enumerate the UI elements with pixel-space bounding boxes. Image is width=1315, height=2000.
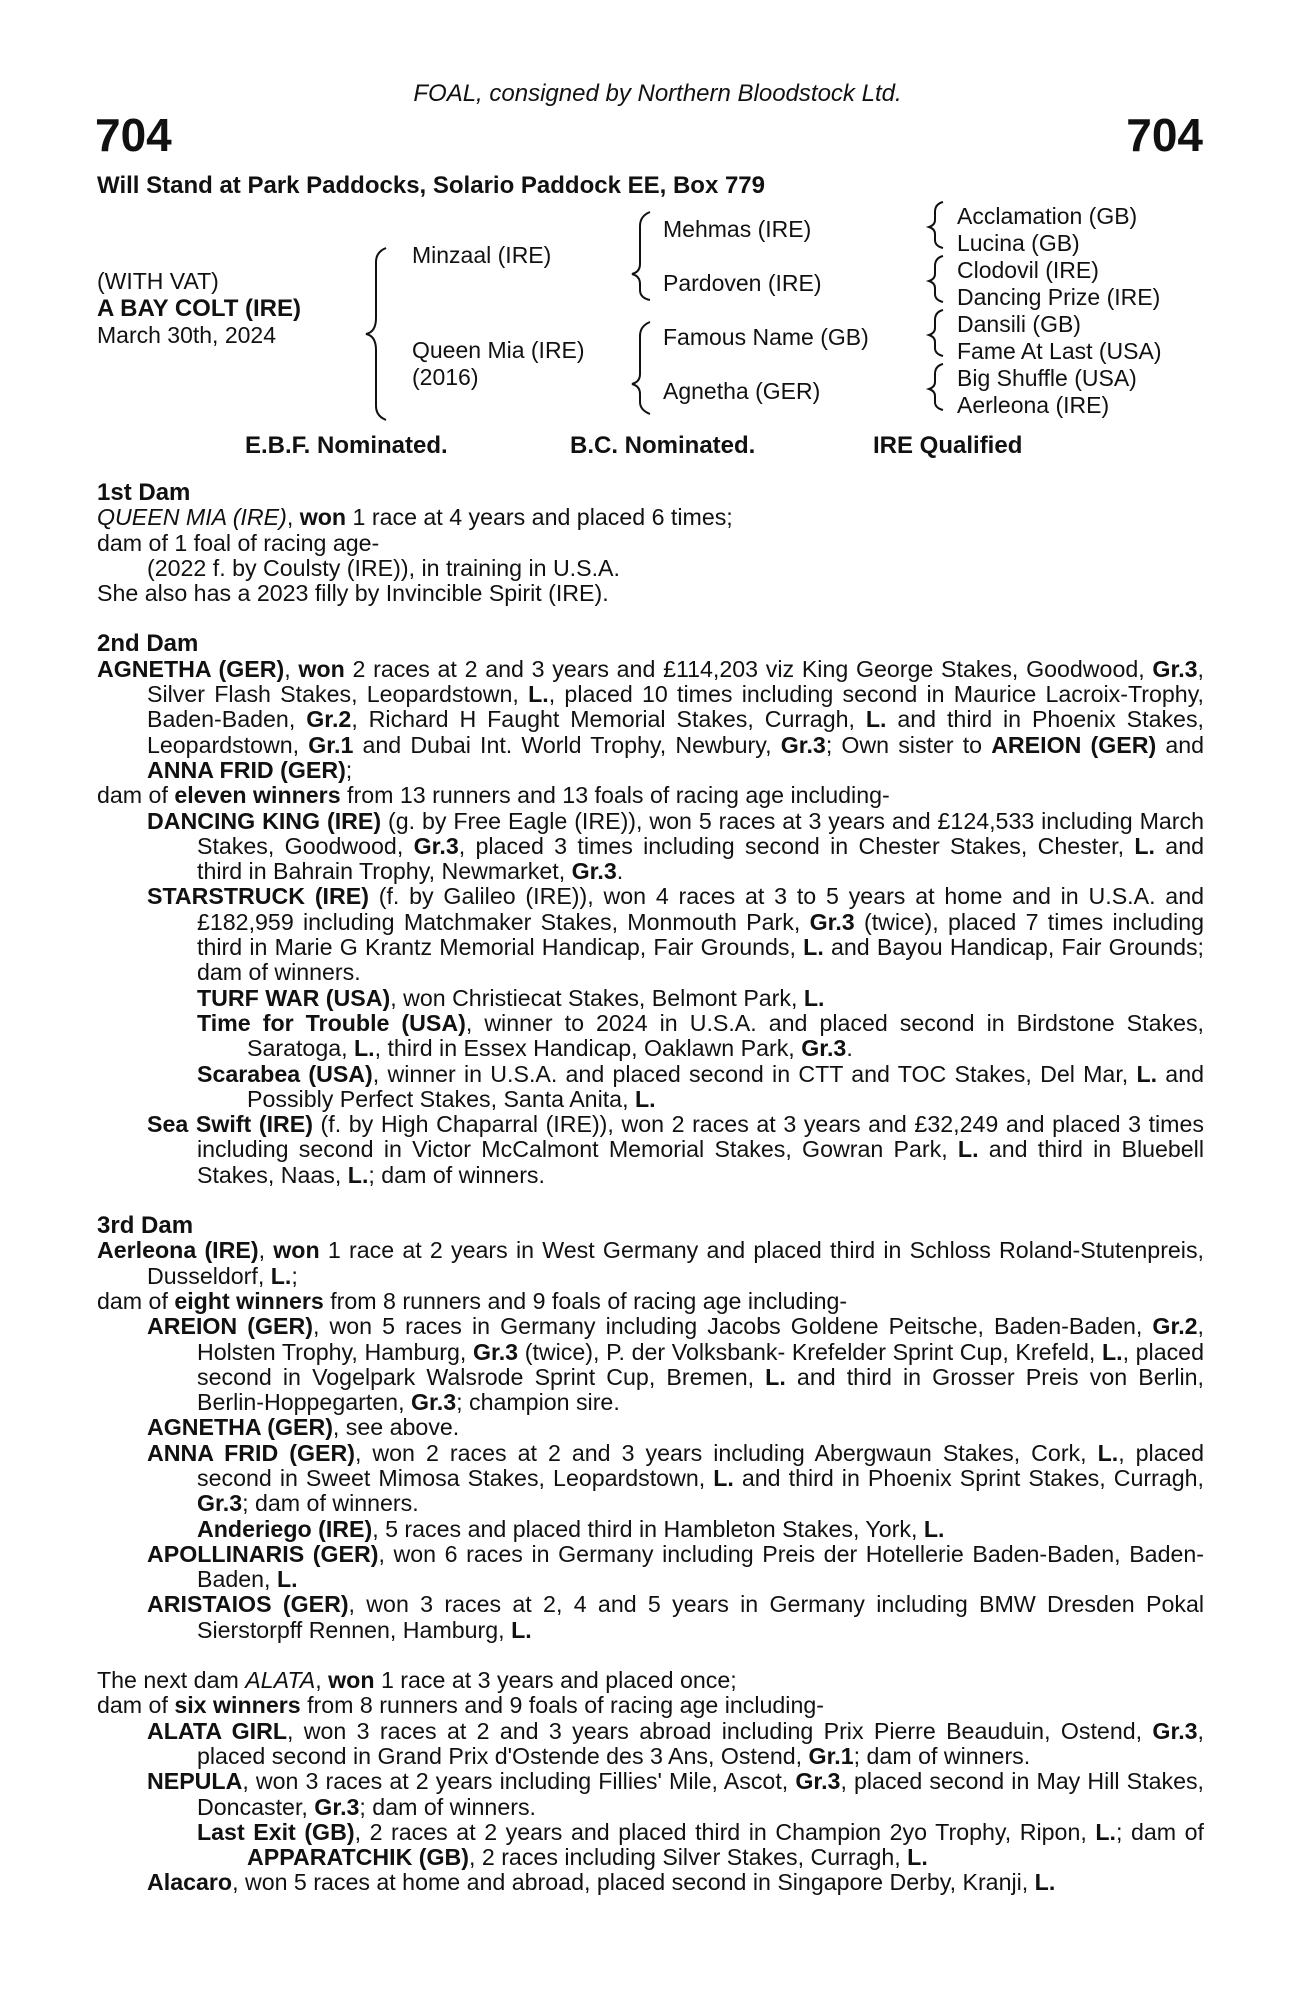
produce-entry (147, 1769, 1204, 1820)
text: , 5 races and placed third in Hambleton Stakes, York, (372, 1515, 924, 1542)
first-dam-produce-intro: dam of 1 foal of racing age- (97, 529, 380, 556)
listed: L. (907, 1844, 928, 1871)
listed: L. (803, 984, 825, 1011)
produce-name: APOLLINARIS (GER) (147, 1540, 379, 1567)
pedigree-dds: Big Shuffle (USA) (957, 365, 1137, 391)
text: . (846, 1035, 853, 1062)
listed: L. (1097, 1439, 1119, 1466)
text: , (315, 1667, 329, 1694)
grand-produce-entry (197, 1517, 1204, 1542)
text: ; Own sister to (825, 731, 992, 758)
text: , won 3 races at 2 years including Fillies' Mile, Ascot, (242, 1768, 796, 1795)
produce-name: DANCING KING (IRE) (147, 807, 382, 834)
next-dam-record (97, 1668, 1204, 1693)
text: , placed second in Sweet Mimosa Stakes, Leopardstown, (197, 1439, 1204, 1491)
winners-count: eight winners (174, 1287, 324, 1314)
grade: Gr.3 (795, 1768, 841, 1795)
produce-entry (147, 1719, 1204, 1770)
winners-count: six winners (174, 1692, 301, 1719)
text: , Holsten Trophy, Hamburg, (197, 1313, 1204, 1365)
text: and third in Bluebell Stakes, Naas, (197, 1136, 1204, 1188)
text: 2 races at 2 and 3 years and £114,203 viz King George Stakes, Goodwood, (344, 655, 1153, 682)
listed: L. (765, 1363, 786, 1390)
text: , won 3 races at 2, 4 and 5 years in Germany including BMW Dresden Pokal Sierstorpff Rennen, Hamburg, (197, 1591, 1204, 1643)
produce-entry (147, 1592, 1204, 1643)
text: , see above. (332, 1414, 460, 1441)
text: , winner in U.S.A. and placed second in CTT and TOC Stakes, Del Mar, (372, 1060, 1137, 1087)
text: (twice), placed 7 times including third in Marie G Krantz Memorial Handicap, Fair Grounds, (197, 908, 1205, 961)
text: and (1156, 731, 1205, 758)
text: , third in Essex Handicap, Oaklawn Park, (374, 1035, 802, 1062)
next-dam-produce-intro (97, 1693, 1204, 1718)
text: and third in Phoenix Sprint Stakes, Curragh, (733, 1464, 1204, 1491)
listed: L. (354, 1035, 375, 1062)
text: , winner to 2024 in U.S.A. and placed second in Birdstone Stakes, Saratoga, (247, 1009, 1204, 1062)
produce-name: AGNETHA (GER) (147, 1414, 333, 1441)
text: , placed 10 times including second in Maurice Lacroix-Trophy, Baden-Baden, (147, 681, 1205, 733)
grade: Gr.3 (1152, 655, 1198, 682)
grade: Gr.3 (571, 858, 617, 885)
foaling-date: March 30th, 2024 (97, 322, 277, 348)
pedigree-ssd: Lucina (GB) (957, 230, 1080, 256)
text: , placed 3 times including second in Chester Stakes, Chester, (458, 832, 1135, 859)
listed: L. (528, 681, 549, 708)
produce-name: Time for Trouble (USA) (197, 1009, 466, 1036)
text: (g. by Free Eagle (IRE)), won 5 races at 3 years and £124,533 including March Stakes, Goodwood, (197, 807, 1205, 859)
grand-produce-entry (197, 1062, 1204, 1113)
grade: Gr.3 (1152, 1717, 1198, 1744)
winners-count: eleven winners (174, 782, 341, 809)
produce-name: Last Exit (GB) (197, 1818, 355, 1845)
listed: L. (1134, 832, 1155, 859)
text: , placed second in Vogelpark Walsrode Sprint Cup, Bremen, (197, 1338, 1204, 1390)
first-dam-note: She also has a 2023 filly by Invincible Spirit (IRE). (97, 580, 609, 607)
grade: Gr.3 (809, 908, 855, 935)
text: , placed second in Grand Prix d'Ostende des 3 Ans, Ostend, (197, 1717, 1204, 1769)
stand-location: Will Stand at Park Paddocks, Solario Paddock EE, Box 779 (97, 172, 766, 199)
listed: L. (511, 1616, 532, 1643)
grand-produce-entry (197, 986, 1204, 1011)
text: and third in Grosser Preis von Berlin, Berlin-Hoppegarten, (197, 1363, 1204, 1416)
listed: L. (803, 934, 824, 961)
produce-name: AREION (GER) (147, 1313, 313, 1340)
ebf-nomination: E.B.F. Nominated. (245, 432, 448, 459)
produce-name: ANNA FRID (GER) (147, 1439, 355, 1466)
pedigree-dsd: Fame At Last (USA) (957, 338, 1162, 364)
text: , 2 races at 2 years and placed third in Champion 2yo Trophy, Ripon, (354, 1818, 1096, 1845)
produce-name: STARSTRUCK (IRE) (147, 883, 369, 910)
pedigree-sss: Acclamation (GB) (957, 203, 1138, 229)
text: ; (345, 756, 353, 783)
text: The next dam (97, 1667, 246, 1694)
grade: Gr.3 (780, 731, 826, 758)
text: . (616, 858, 624, 885)
next-dam-name: ALATA (245, 1667, 316, 1694)
listed: L. (1034, 1869, 1056, 1896)
text: , Silver Flash Stakes, Leopardstown, (147, 655, 1204, 708)
lot-number-right: 704 (1126, 109, 1203, 161)
text: , won 6 races in Germany including Preis der Hotellerie Baden-Baden, Baden-Baden, (197, 1540, 1204, 1593)
pedigree-sdd: Dancing Prize (IRE) (957, 284, 1161, 310)
text: and third in Phoenix Stakes, Leopardstown, (147, 706, 1204, 758)
second-dam-name: AGNETHA (GER) (97, 655, 285, 682)
text: , won 2 races at 2 and 3 years including Abergwaun Stakes, Cork, (354, 1439, 1098, 1466)
text: ; dam of winners. (242, 1490, 419, 1517)
third-dam-name: Aerleona (IRE) (97, 1237, 259, 1264)
grade: Gr.3 (801, 1035, 847, 1062)
text: ; dam of winners. (853, 1742, 1031, 1769)
produce-entry (147, 1112, 1204, 1188)
won-label: won (298, 655, 345, 682)
produce-name: TURF WAR (USA) (197, 984, 391, 1011)
produce-name: Sea Swift (IRE) (147, 1111, 313, 1138)
text: 1 race at 4 years and placed 6 times; (346, 504, 733, 531)
produce-name: Scarabea (USA) (197, 1060, 373, 1087)
produce-entry (147, 1415, 1204, 1440)
listed: L. (1136, 1060, 1158, 1087)
listed: L. (1101, 1338, 1123, 1365)
grade: Gr.3 (413, 832, 459, 859)
text: , won 5 races at home and abroad, placed second in Singapore Derby, Kranji, (232, 1869, 1035, 1896)
text: ; dam of winners. (359, 1793, 536, 1820)
catalogue-body (97, 480, 1204, 1896)
grade: Gr.3 (314, 1793, 360, 1820)
listed: L. (957, 1136, 979, 1163)
text: from 13 runners and 13 foals of racing age including- (340, 782, 890, 809)
lot-number-left: 704 (95, 109, 172, 161)
grade: Gr.3 (472, 1338, 519, 1365)
second-dam-produce-intro (97, 783, 1204, 808)
consignment-note: FOAL, consigned by Northern Bloodstock Ltd. (413, 80, 902, 107)
third-dam-record: Aerleona (IRE), won 1 race at 2 years in West Germany and placed third in Schloss Roland-Stutenpreis, Dusseldorf, L.; (97, 1237, 1204, 1289)
text: ; dam of winners. (368, 1161, 545, 1188)
third-dam-heading: 3rd Dam (97, 1212, 194, 1240)
text: 1 race at 2 years in West Germany and placed third in Schloss Roland-Stutenpreis, Dusseldorf, (147, 1237, 1204, 1289)
bc-nomination: B.C. Nominated. (570, 432, 756, 459)
text: , Richard H Faught Memorial Stakes, Curragh, (351, 706, 866, 733)
produce-entry (147, 884, 1204, 985)
text: and Bayou Handicap, Fair Grounds; dam of winners. (197, 934, 1204, 986)
grand-produce-entry (197, 1011, 1204, 1062)
text: ; champion sire. (456, 1389, 620, 1416)
text: , won 3 races at 2 and 3 years abroad including Prix Pierre Beauduin, Ostend, (287, 1717, 1153, 1744)
won-label: won (328, 1667, 375, 1694)
pedigree-sire-dam: Pardoven (IRE) (663, 270, 822, 296)
grade: Gr.2 (1152, 1313, 1198, 1340)
listed: L. (1095, 1818, 1116, 1845)
first-dam-record: QUEEN MIA (IRE), won 1 race at 4 years and placed 6 times; (97, 504, 733, 531)
won-label: won (299, 504, 347, 531)
text: ; (291, 1262, 298, 1289)
text: and Possibly Perfect Stakes, Santa Anita, (247, 1060, 1204, 1112)
produce-name: APPARATCHIK (GB) (247, 1844, 469, 1871)
first-dam-produce-item: (2022 f. by Coulsty (IRE)), in training in U.S.A. (147, 554, 620, 581)
text: from 8 runners and 9 foals of racing age including- (300, 1692, 824, 1719)
produce-name: Anderiego (IRE) (197, 1515, 373, 1542)
produce-entry (147, 1870, 1204, 1895)
listed: L. (713, 1464, 734, 1491)
third-dam-produce-intro (97, 1289, 1204, 1314)
text: ; dam of (1115, 1818, 1204, 1845)
produce-entry (147, 1542, 1204, 1593)
produce-name: ARISTAIOS (GER) (147, 1591, 349, 1618)
pedigree-sds: Clodovil (IRE) (957, 257, 1099, 283)
grade: Gr.2 (306, 706, 352, 733)
text: , 2 races including Silver Stakes, Curragh, (468, 1844, 908, 1871)
vat-note: (WITH VAT) (97, 268, 219, 294)
grade: Gr.3 (410, 1389, 457, 1416)
text: , placed second in May Hill Stakes, Doncaster, (197, 1768, 1204, 1820)
pedigree-sire-sire: Mehmas (IRE) (663, 216, 812, 242)
ire-qualified: IRE Qualified (873, 432, 1023, 459)
text: dam of (97, 1692, 175, 1719)
pedigree-dss: Dansili (GB) (957, 311, 1081, 337)
produce-entry (147, 1441, 1204, 1517)
listed: L. (923, 1515, 945, 1542)
text: dam of (97, 782, 175, 809)
first-dam-name: QUEEN MIA (IRE) (97, 504, 287, 531)
grand-produce-entry (197, 1820, 1204, 1871)
lot-title: A BAY COLT (IRE) (97, 295, 302, 322)
second-dam-record: AGNETHA (GER), won 2 races at 2 and 3 years and £114,203 viz King George Stakes, Goodwood, Gr.3, Silver Flash Stakes, Leopardstown, L., placed 10 times including second in Maurice Lacroix-Trophy, Baden-Baden, Gr.2, Richard H Faught Memorial Stakes, Curragh, L. and third in Phoenix Stakes, Leopardstown, Gr.1 and Dubai Int. World Trophy, Newbury, Gr.3; Own sister to AREION (GER) and ANNA FRID (GER); (97, 655, 1205, 783)
pedigree-sire: Minzaal (IRE) (412, 242, 552, 268)
won-label: won (273, 1237, 320, 1264)
pedigree-ddd: Aerleona (IRE) (957, 392, 1110, 418)
pedigree-dam: Queen Mia (IRE) (412, 337, 585, 363)
text: (f. by Galileo (IRE)), won 4 races at 3 to 5 years at home and in U.S.A. and £182,959 including Matchmaker Stakes, Monmouth Park, (197, 883, 1204, 935)
produce-entry (147, 1314, 1204, 1415)
second-dam-heading: 2nd Dam (97, 630, 199, 658)
produce-name: NEPULA (147, 1768, 243, 1795)
listed: L. (865, 706, 887, 733)
pedigree-dam-year: (2016) (412, 364, 479, 390)
first-dam-heading: 1st Dam (97, 479, 191, 506)
text: (twice), P. der Volksbank- Krefelder Sprint Cup, Krefeld, (518, 1338, 1102, 1365)
sibling-name: ANNA FRID (GER) (147, 756, 346, 783)
text: 1 race at 3 years and placed once; (374, 1667, 737, 1694)
grade: Gr.1 (308, 731, 354, 758)
listed: L. (347, 1161, 369, 1188)
pedigree-dam-dam: Agnetha (GER) (663, 378, 821, 404)
grade: Gr.3 (197, 1490, 243, 1517)
text: and Dubai Int. World Trophy, Newbury, (353, 731, 781, 758)
text: (f. by High Chaparral (IRE)), won 2 races at 3 years and £32,249 and placed 3 times including second in Victor McCalmont Memorial Stakes, Gowran Park, (197, 1111, 1204, 1163)
produce-name: ALATA GIRL (147, 1717, 287, 1744)
text: dam of (97, 1287, 175, 1314)
produce-name: Alacaro (147, 1869, 233, 1896)
listed: L. (270, 1262, 292, 1289)
text: , won Christiecat Stakes, Belmont Park, (390, 984, 804, 1011)
text: and third in Bahrain Trophy, Newmarket, (197, 832, 1204, 885)
text: from 8 runners and 9 foals of racing age including- (323, 1287, 848, 1314)
produce-entry (147, 809, 1204, 885)
listed: L. (634, 1085, 656, 1112)
sibling-name: AREION (GER) (991, 731, 1157, 758)
grade: Gr.1 (808, 1742, 854, 1769)
pedigree-dam-sire: Famous Name (GB) (663, 324, 869, 350)
text: , won 5 races in Germany including Jacobs Goldene Peitsche, Baden-Baden, (312, 1313, 1153, 1340)
listed: L. (276, 1566, 298, 1593)
